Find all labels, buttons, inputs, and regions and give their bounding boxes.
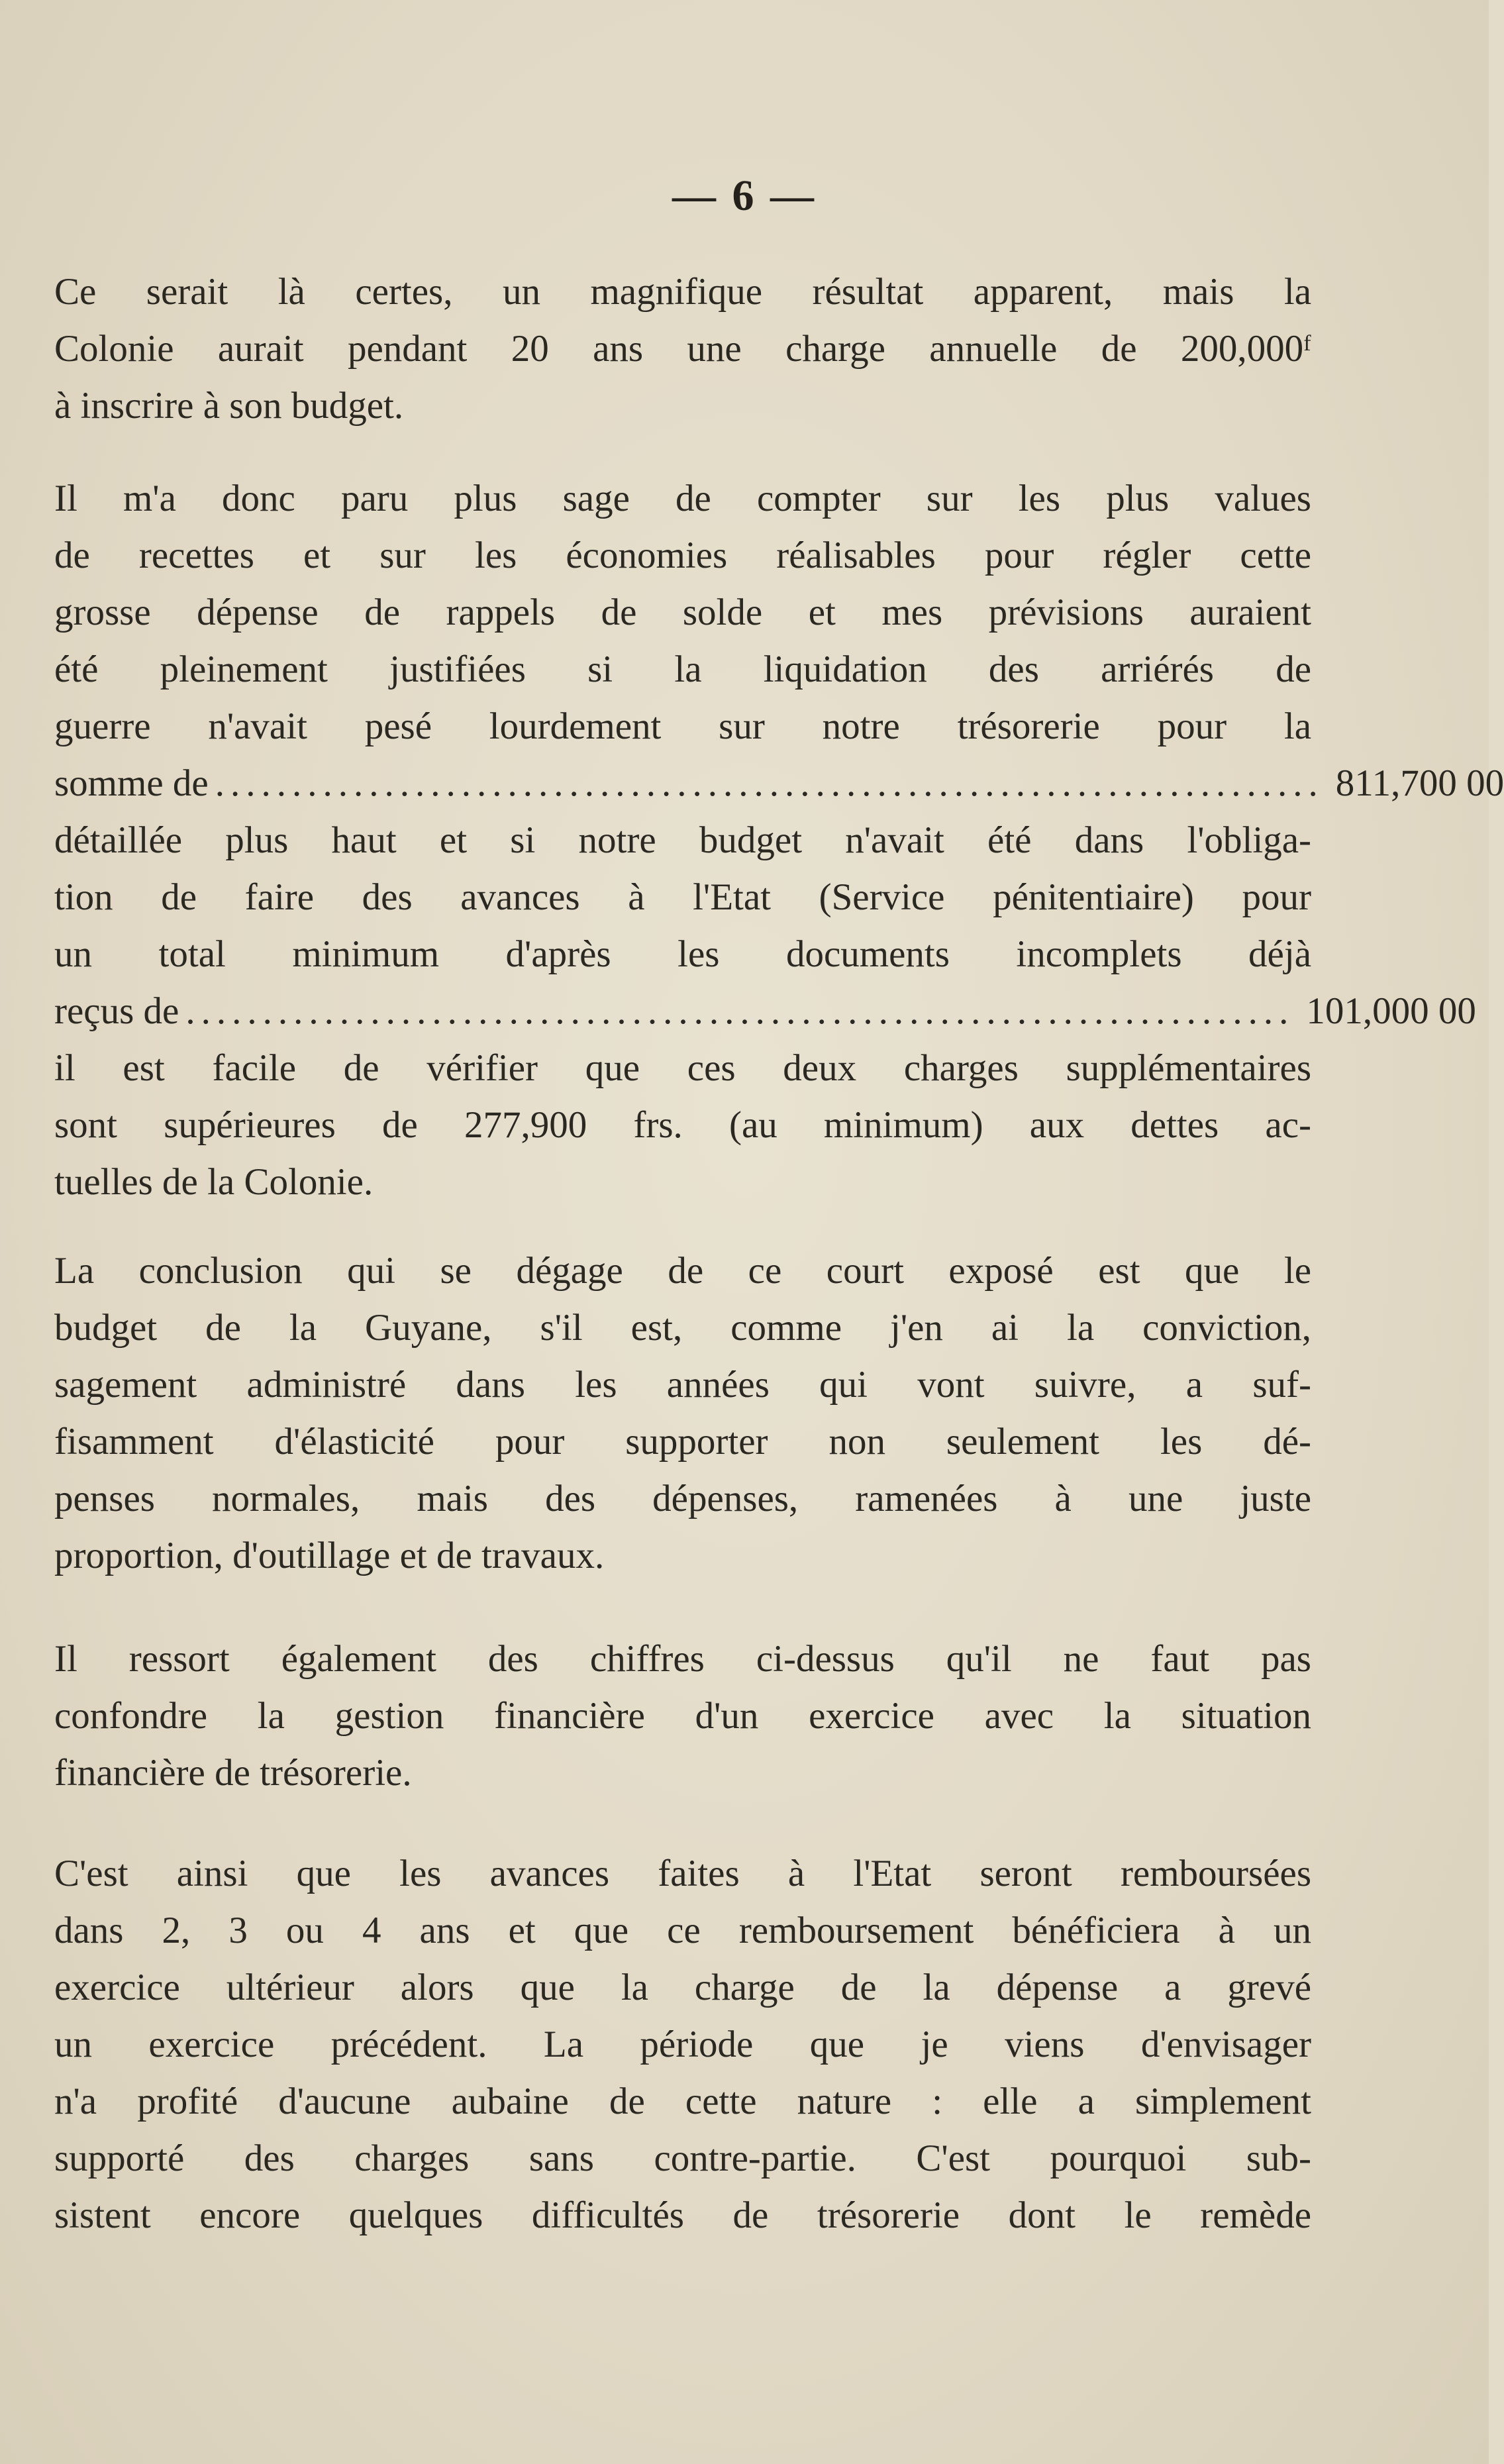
text-line: grosse dépense de rappels de solde et mes prévisions auraient <box>54 591 1311 633</box>
text-line: sistent encore quelques difficultés de trésorerie dont le remède <box>54 2194 1311 2236</box>
dot-leader: ........................................................................ <box>185 990 1295 1032</box>
text-line: budget de la Guyane, s'il est, comme j'en ai la conviction, <box>54 1307 1311 1349</box>
text-line: n'a profité d'aucune aubaine de cette nature : elle a simplement <box>54 2080 1311 2122</box>
amount-label: reçus de <box>54 990 179 1032</box>
text-line: détaillée plus haut et si notre budget n'avait été dans l'obliga- <box>54 819 1311 861</box>
text-line: sont supérieures de 277,900 frs. (au minimum) aux dettes ac- <box>54 1104 1311 1146</box>
amount-value: 811,700 00 <box>1335 762 1504 804</box>
text-line: exercice ultérieur alors que la charge de la dépense a grevé <box>54 1967 1311 2008</box>
text-line: à inscrire à son budget. <box>54 385 404 427</box>
text-line: Il m'a donc paru plus sage de compter sur les plus values <box>54 478 1311 519</box>
text-line: C'est ainsi que les avances faites à l'Etat seront remboursées <box>54 1853 1311 1894</box>
text-line: tion de faire des avances à l'Etat (Service pénitentiaire) pour <box>54 876 1311 918</box>
text-line: penses normales, mais des dépenses, ramenées à une juste <box>54 1478 1311 1519</box>
text-line: proportion, d'outillage et de travaux. <box>54 1535 605 1576</box>
amount-value: 101,000 00 <box>1306 990 1476 1032</box>
text-line: dans 2, 3 ou 4 ans et que ce remboursement bénéficiera à un <box>54 1910 1311 1951</box>
text-line: confondre la gestion financière d'un exercice avec la situation <box>54 1695 1311 1737</box>
text-line: un total minimum d'après les documents incomplets déjà <box>54 933 1311 975</box>
text-line: il est facile de vérifier que ces deux charges supplémentaires <box>54 1047 1311 1089</box>
text-line: tuelles de la Colonie. <box>54 1161 374 1203</box>
text-line: sagement administré dans les années qui vont suivre, a suf- <box>54 1364 1311 1406</box>
text-line: guerre n'avait pesé lourdement sur notre trésorerie pour la <box>54 705 1311 747</box>
text-line: Il ressort également des chiffres ci-dessus qu'il ne faut pas <box>54 1638 1311 1680</box>
amount-line <box>54 755 1504 812</box>
text-line: La conclusion qui se dégage de ce court exposé est que le <box>54 1250 1311 1292</box>
amount-label: somme de <box>54 762 209 804</box>
text-line: Colonie aurait pendant 20 ans une charge annuelle de 200,000ᶠ <box>54 328 1311 370</box>
text-line: supporté des charges sans contre-partie. C'est pourquoi sub- <box>54 2137 1311 2179</box>
dot-leader: ........................................................................ <box>215 762 1324 804</box>
text-line: Ce serait là certes, un magnifique résultat apparent, mais la <box>54 271 1311 313</box>
text-line: un exercice précédent. La période que je viens d'envisager <box>54 2024 1311 2065</box>
amount-line <box>54 983 1476 1040</box>
text-line: fisamment d'élasticité pour supporter non seulement les dé- <box>54 1421 1311 1463</box>
text-line: été pleinement justifiées si la liquidation des arriérés de <box>54 648 1311 690</box>
text-line: de recettes et sur les économies réalisables pour régler cette <box>54 535 1311 576</box>
text-line: financière de trésorerie. <box>54 1752 412 1794</box>
page-number: — 6 — <box>672 172 817 220</box>
